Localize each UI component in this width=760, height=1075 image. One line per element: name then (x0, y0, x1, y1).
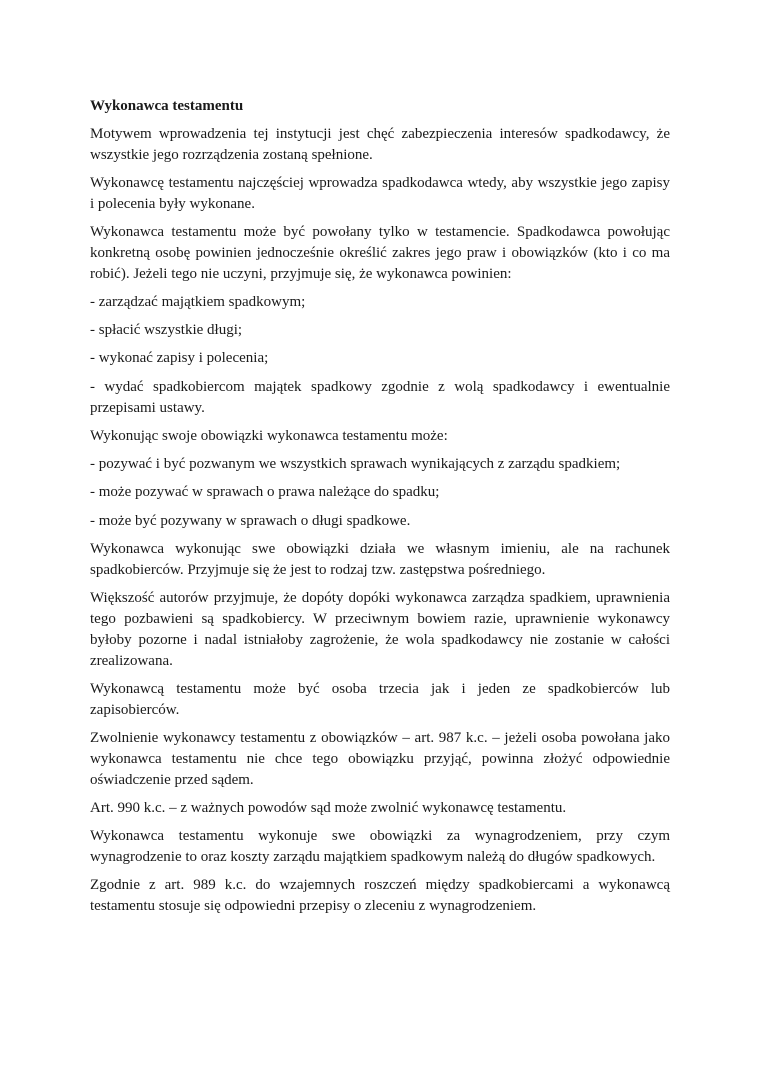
paragraph-art-990: Art. 990 k.c. – z ważnych powodów sąd może zwolnić wykonawcę testamentu. (90, 799, 567, 816)
paragraph-motive: Motywem wprowadzenia tej instytucji jest chęć zabezpieczenia interesów spadkodawcy, że wszystkie jego rozrządzenia zostaną spełnione. (90, 125, 670, 163)
paragraph-introduction: Wykonawcę testamentu najczęściej wprowadza spadkodawca wtedy, aby wszystkie jego zapisy i polecenia były wykonane. (90, 174, 670, 212)
paragraph-art-989: Zgodnie z art. 989 k.c. do wzajemnych roszczeń między spadkobiercami a wykonawcą testamentu stosuje się odpowiedni przepisy o zleceniu z wynagrodzeniem. (90, 877, 670, 914)
document-title: Wykonawca testamentu (90, 98, 244, 114)
paragraph-authors-view: Większość autorów przyjmuje, że dopóty dopóki wykonawca zarządza spadkiem, uprawnienia tego pozbawieni są spadkobiercy. W przeciwnym bowiem razie, uprawnienie wykonawcy byłoby pozorne i nadal istniałoby zagrożenie, że wola spadkodawcy nie zostanie w całości zrealizowana. (90, 590, 670, 669)
paragraph-own-name: Wykonawca wykonując swe obowiązki działa we własnym imieniu, ale na rachunek spadkobierców. Przyjmuje się że jest to rodzaj tzw. zastępstwa pośredniego. (90, 541, 670, 578)
paragraph-appointment: Wykonawca testamentu może być powołany tylko w testamencie. Spadkodawca powołując konkretną osobę powinien jednocześnie określić zakres jego praw i obowiązków (kto i co ma robić). Jeżeli tego nie uczyni, przyjmuje się, że wykonawca powinien: (90, 223, 670, 282)
duty-list-item: - wykonać zapisy i polecenia; (90, 350, 269, 367)
paragraph-release-art-987: Zwolnienie wykonawcy testamentu z obowiązków – art. 987 k.c. – jeżeli osoba powołana jako wykonawca testamentu nie chce tego obowiązku przyjąć, powinna złożyć odpowiednie oświadczenie przed sądem. (90, 729, 670, 788)
paragraph-powers-intro: Wykonując swoje obowiązki wykonawca testamentu może: (90, 427, 448, 444)
duty-list-item: - spłacić wszystkie długi; (90, 322, 243, 339)
paragraph-remuneration: Wykonawca testamentu wykonuje swe obowiązki za wynagrodzeniem, przy czym wynagrodzenie to oraz koszty zarządu majątkiem spadkowym należą do długów spadkowych. (90, 828, 670, 865)
document-page (90, 96, 670, 924)
power-list-item: - może być pozywany w sprawach o długi spadkowe. (90, 512, 411, 529)
paragraph-who-can-be-executor: Wykonawcą testamentu może być osoba trzecia jak i jeden ze spadkobierców lub zapisobierców. (90, 680, 670, 718)
duty-list-item: - zarządzać majątkiem spadkowym; (90, 293, 306, 310)
power-list-item: - pozywać i być pozwanym we wszystkich sprawach wynikających z zarządu spadkiem; (90, 456, 621, 473)
power-list-item: - może pozywać w sprawach o prawa należące do spadku; (90, 484, 440, 501)
duty-list-item: - wydać spadkobiercom majątek spadkowy zgodnie z wolą spadkodawcy i ewentualnie przepisami ustawy. (90, 378, 670, 416)
